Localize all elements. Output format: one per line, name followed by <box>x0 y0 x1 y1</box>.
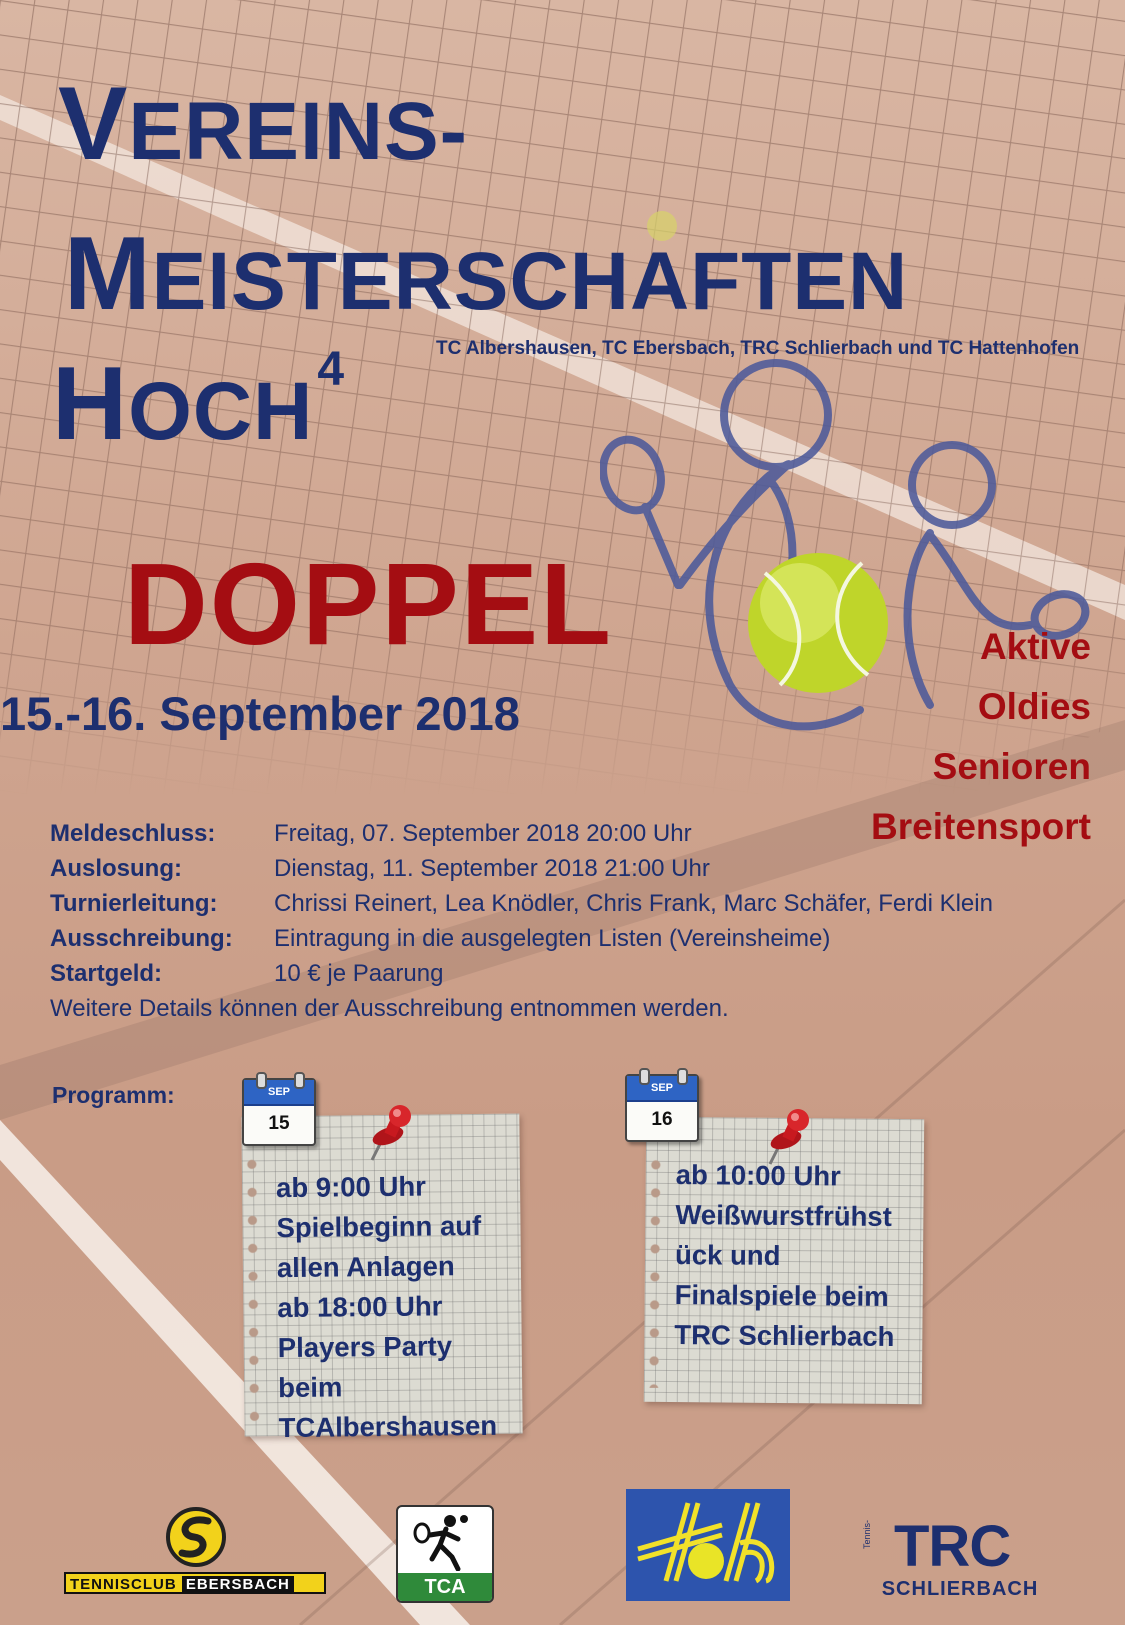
tennis-player-icon <box>412 1513 476 1571</box>
info-label: Startgeld: <box>50 960 163 987</box>
info-note: Weitere Details können der Ausschreibung entnommen werden. <box>50 995 729 1022</box>
logo-tennisclub-ebersbach <box>64 1505 326 1595</box>
pushpin-icon <box>766 1108 816 1168</box>
pushpin-icon <box>368 1104 418 1164</box>
event-date: 15.-16. September 2018 <box>0 687 520 740</box>
title-superscript: 4 <box>317 343 346 396</box>
trc-wordmark: TRC <box>894 1514 1011 1579</box>
title-initial: H <box>52 346 129 462</box>
trc-subtitle: SCHLIERBACH <box>881 1578 1039 1600</box>
info-row <box>50 851 1070 886</box>
title-initial: M <box>64 216 152 332</box>
info-row <box>50 956 1070 991</box>
calendar-icon <box>242 1078 316 1146</box>
info-row <box>50 886 1070 921</box>
title-line-1 <box>58 66 468 182</box>
calendar-ring <box>294 1072 305 1089</box>
category-item: Oldies <box>977 686 1091 727</box>
clubs-line: TC Albershausen, TC Ebersbach, TRC Schlierbach und TC Hattenhofen <box>436 338 1080 359</box>
info-block <box>50 816 1070 1026</box>
info-label: Ausschreibung: <box>50 925 233 952</box>
calendar-day: 15 <box>268 1113 290 1134</box>
info-row <box>50 816 1070 851</box>
calendar-month: SEP <box>244 1080 314 1106</box>
ebersbach-wordmark <box>64 1572 326 1594</box>
category-item: Aktive <box>979 626 1091 667</box>
info-label: Auslosung: <box>50 855 182 882</box>
calendar-icon <box>625 1074 699 1142</box>
ebersbach-word-2: EBERSBACH <box>182 1576 294 1593</box>
calendar-day: 16 <box>651 1109 673 1130</box>
info-label: Turnierleitung: <box>50 890 218 917</box>
program-note-text: ab 9:00 Uhr Spielbeginn auf allen Anlagen ab 18:00 Uhr Players Party beim TCAlbershausen <box>275 1170 498 1444</box>
title-rest: EREINS- <box>128 86 468 177</box>
info-value: Chrissi Reinert, Lea Knödler, Chris Frank, Marc Schäfer, Ferdi Klein <box>274 890 993 917</box>
program-label: Programm: <box>52 1082 175 1108</box>
info-value: Freitag, 07. September 2018 20:00 Uhr <box>274 820 692 847</box>
title-rest: EISTERSCHAFTEN <box>151 236 909 327</box>
title-line-3 <box>52 343 346 462</box>
discipline-heading: DOPPEL <box>124 539 613 669</box>
program-note-text: ab 10:00 Uhr Weißwurstfrühst ück und Finalspiele beim TRC Schlierbach <box>674 1159 895 1352</box>
ebersbach-emblem-icon <box>164 1505 228 1569</box>
logo-tca <box>396 1505 494 1603</box>
ebersbach-word-1: TENNISCLUB <box>70 1576 177 1593</box>
note-holes <box>648 1131 662 1388</box>
title-rest: OCH <box>128 366 314 457</box>
info-value: Dienstag, 11. September 2018 21:00 Uhr <box>274 855 710 882</box>
note-holes <box>245 1130 260 1422</box>
calendar-ring <box>677 1068 688 1085</box>
title-line-2 <box>64 216 909 332</box>
title-initial: V <box>58 66 129 182</box>
calendar-ring <box>639 1068 650 1085</box>
category-item: Senioren <box>932 746 1091 787</box>
category-item: Breitensport <box>871 806 1091 847</box>
calendar-ring <box>256 1072 267 1089</box>
trc-vertical-text: Tennis- <box>862 1520 872 1550</box>
info-row <box>50 921 1070 956</box>
info-value: Eintragung in die ausgelegten Listen (Vereinsheime) <box>274 925 831 952</box>
hattenhofen-emblem-icon <box>626 1489 790 1601</box>
info-label: Meldeschluss: <box>50 820 216 847</box>
tca-wordmark: TCA <box>398 1573 492 1601</box>
logo-trc-schlierbach <box>850 1514 1070 1600</box>
calendar-month: SEP <box>627 1076 697 1102</box>
info-value: 10 € je Paarung <box>274 960 444 987</box>
logo-tc-hattenhofen <box>626 1489 790 1601</box>
